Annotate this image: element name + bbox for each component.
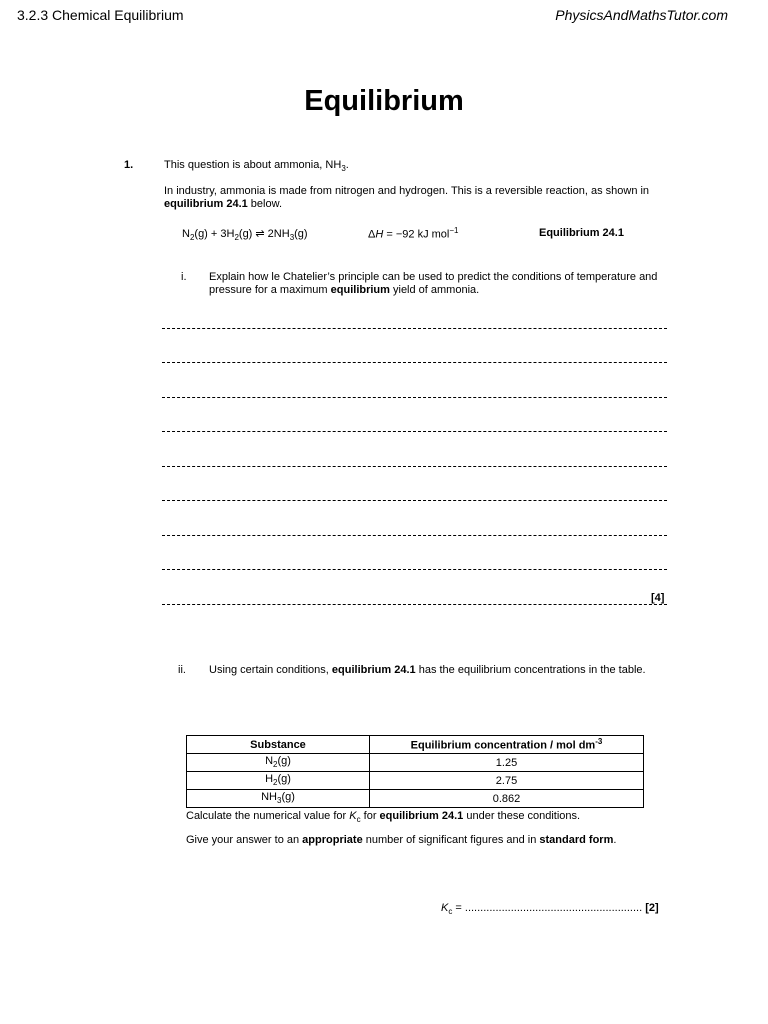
concentration-table	[186, 735, 644, 808]
concentration-cell: 2.75	[370, 772, 644, 790]
question-intro: This question is about ammonia, $NH_3$.	[164, 159, 349, 174]
header-topic: 3.2.3 Chemical Equilibrium	[17, 7, 184, 23]
answer-line[interactable]	[162, 431, 667, 432]
substance-cell: $H_2(g)$	[187, 772, 370, 790]
calculate-instruction: Calculate the numerical value for $K_c$ for equilibrium 24.1 under these conditions.	[186, 810, 581, 825]
enthalpy-change: ΔH = −92 kJ mol$^{-1}$	[368, 226, 459, 241]
table-header-substance: Substance	[187, 736, 370, 754]
answer-line[interactable]	[162, 604, 667, 605]
substance-cell: $NH_3(g)$	[187, 790, 370, 808]
answer-line[interactable]	[162, 397, 667, 398]
answer-line[interactable]	[162, 466, 667, 467]
page-title: Equilibrium	[304, 85, 464, 117]
kc-answer-line[interactable]: $K_c$ = .......................................................... [2]	[441, 902, 659, 917]
table-row	[187, 754, 644, 772]
part-ii-text: Using certain conditions, equilibrium 24.1 has the equilibrium concentrations in the table.	[209, 664, 646, 676]
part-i-text: Explain how le Chatelier’s principle can be used to predict the conditions of temperature and pressure for a maximum equilibrium yield of ammonia.	[209, 271, 658, 296]
header-site: PhysicsAndMathsTutor.com	[555, 7, 728, 23]
significant-figures-instruction: Give your answer to an appropriate number of significant figures and in standard form.	[186, 834, 617, 846]
concentration-cell: 0.862	[370, 790, 644, 808]
marks-part-ii: [2]	[645, 902, 659, 914]
equilibrium-label: Equilibrium 24.1	[539, 227, 624, 239]
substance-cell: $N_2(g)$	[187, 754, 370, 772]
question-number: 1.	[124, 159, 134, 171]
marks-part-i: [4]	[651, 592, 665, 604]
question-paragraph: In industry, ammonia is made from nitrogen and hydrogen. This is a reversible reaction, as shown in equilibrium 24.1 below.	[164, 185, 650, 210]
answer-line[interactable]	[162, 569, 667, 570]
table-row	[187, 790, 644, 808]
table-row	[187, 772, 644, 790]
answer-dots[interactable]: ..........................................................	[464, 902, 643, 914]
part-i-number: i.	[181, 271, 187, 283]
part-ii-number: ii.	[178, 664, 186, 676]
answer-line[interactable]	[162, 500, 667, 501]
answer-line[interactable]	[162, 362, 667, 363]
reaction-equation: $N_2(g) + 3H_2(g)$ ⇌ $2NH_3(g)$	[182, 228, 308, 243]
answer-line[interactable]	[162, 535, 667, 536]
concentration-cell: 1.25	[370, 754, 644, 772]
table-header-concentration: Equilibrium concentration / mol $dm^{-3}$	[370, 736, 644, 754]
answer-line[interactable]	[162, 328, 667, 329]
table-header-row	[187, 736, 644, 754]
